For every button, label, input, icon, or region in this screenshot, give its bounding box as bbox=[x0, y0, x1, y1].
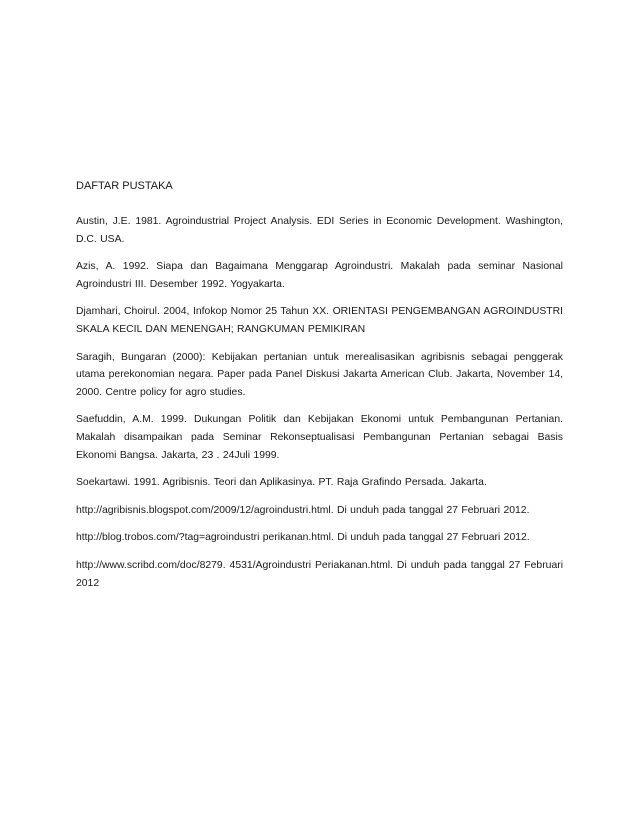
reference-item: Djamhari, Choirul. 2004, Infokop Nomor 25 Tahun XX. ORIENTASI PENGEMBANGAN AGROINDUSTRI SKALA KECIL DAN MENENGAH; RANGKUMAN PEMIKIRAN bbox=[76, 306, 563, 335]
reference-item: Soekartawi. 1991. Agribisnis. Teori dan Aplikasinya. PT. Raja Grafindo Persada. Jakarta. bbox=[76, 477, 487, 489]
reference-item: Austin, J.E. 1981. Agroindustrial Project Analysis. EDI Series in Economic Development. Washington, D.C. USA. bbox=[76, 216, 563, 245]
reference-item: Azis, A. 1992. Siapa dan Bagaimana Menggarap Agroindustri. Makalah pada seminar Nasional Agroindustri III. Desember 1992. Yogyakarta. bbox=[76, 261, 563, 290]
reference-item: Saragih, Bungaran (2000): Kebijakan pertanian untuk merealisasikan agribisnis sebagai penggerak utama perekonomian negara. Paper pada Panel Diskusi Jakarta American Club. Jakarta, November 14, 2000. Centre policy for agro studies. bbox=[76, 351, 563, 398]
reference-section bbox=[76, 179, 563, 602]
page-title: DAFTAR PUSTAKA bbox=[76, 180, 173, 192]
reference-link[interactable]: http://blog.trobos.com/?tag=agroindustri perikanan.html. Di unduh pada tanggal 27 Februari 2012. bbox=[76, 532, 530, 544]
reference-link[interactable]: http://www.scribd.com/doc/8279. 4531/Agroindustri Periakanan.html. Di unduh pada tanggal 27 Februari 2012 bbox=[76, 559, 563, 589]
reference-link[interactable]: http://agribisnis.blogspot.com/2009/12/agroindustri.html. Di unduh pada tanggal 27 Februari 2012. bbox=[76, 504, 530, 516]
reference-item: Saefuddin, A.M. 1999. Dukungan Politik dan Kebijakan Ekonomi untuk Pembangunan Pertanian. Makalah disampaikan pada Seminar Rekonseptualisasi Pembangunan Pertanian sebagai Basis Ekonomi Bangsa. Jakarta, 23 . 24Juli 1999. bbox=[76, 414, 563, 461]
